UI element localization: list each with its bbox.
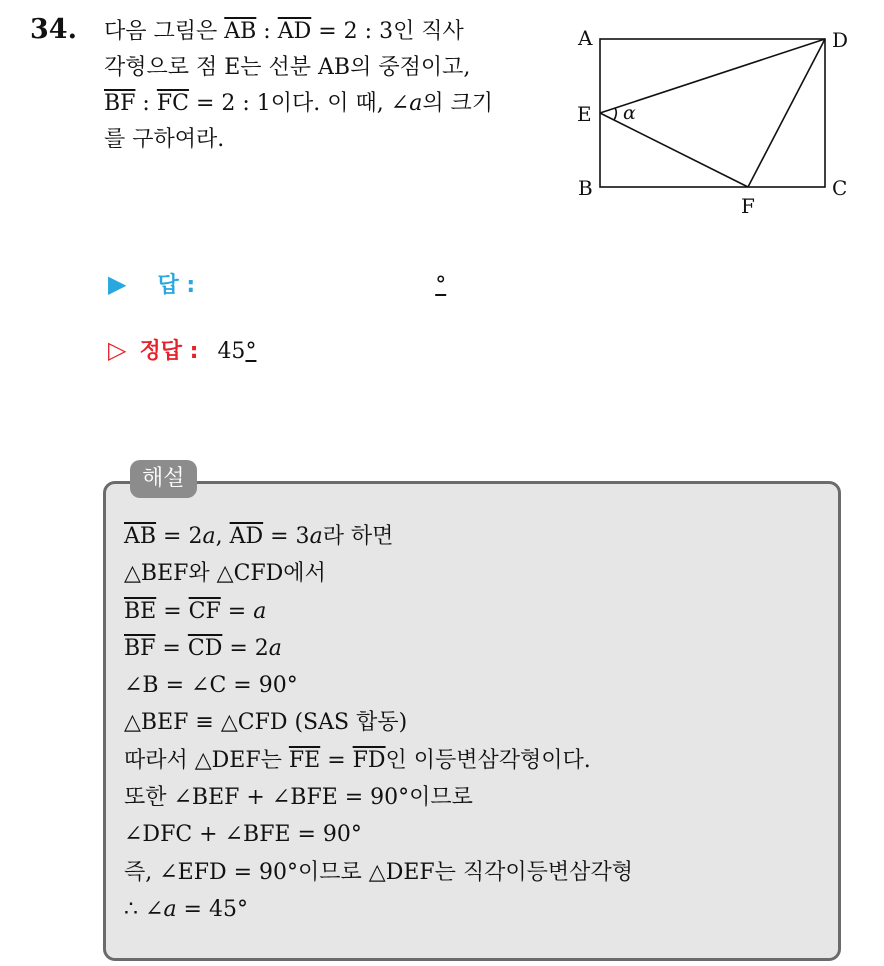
question-line-2: 각형으로 점 E는 선분 AB의 중점이고, (104, 55, 471, 80)
text: = 45° (176, 896, 248, 922)
answer-row (108, 268, 446, 299)
explanation-line-9: ∠DFC + ∠BFE = 90° (124, 822, 362, 848)
text: 따라서 △DEF는 (124, 747, 289, 773)
segment-ad: $\overline{AD}$ (277, 19, 312, 44)
explanation-line-5: ∠B = ∠C = 90° (124, 673, 298, 699)
segment-fc: $\overline{FC}$ (156, 91, 189, 116)
label-b: B (578, 176, 593, 200)
segment-ab: $\overline{AB}$ (124, 524, 157, 549)
label-c: C (832, 176, 848, 200)
solution-unit: ° (245, 339, 257, 364)
explanation-line-4 (124, 630, 633, 667)
text: , (215, 524, 230, 549)
outline-play-icon: ▷ (108, 336, 127, 364)
text: = 2 (156, 524, 203, 549)
explanation-line-1 (124, 518, 633, 555)
question-number: 34. (30, 14, 77, 45)
explanation-line-2: △BEF와 △CFD에서 (124, 561, 326, 587)
segment-ef (600, 113, 748, 187)
text: = 2 : 3인 직사 (311, 19, 464, 44)
text: ∴ ∠ (124, 896, 164, 922)
variable-a: a (409, 91, 423, 116)
segment-ad: $\overline{AD}$ (229, 524, 264, 549)
variable-a: a (253, 598, 267, 624)
text: 다음 그림은 (104, 19, 225, 44)
variable-a: a (163, 896, 177, 922)
segment-fe: $\overline{FE}$ (288, 747, 321, 773)
angle-label: α (623, 102, 636, 124)
segment-be: $\overline{BE}$ (124, 598, 157, 624)
label-f: F (741, 194, 755, 218)
text: = 2 (222, 635, 269, 661)
answer-unit: ° (435, 273, 447, 298)
text: = (320, 747, 353, 773)
question-line-4: 를 구하여라. (104, 127, 225, 152)
question-line-3 (104, 86, 554, 122)
explanation-text (124, 518, 633, 928)
label-a: A (578, 26, 593, 50)
text: = (156, 598, 189, 624)
segment-ab: $\overline{AB}$ (224, 19, 257, 44)
segment-bf: $\overline{BF}$ (124, 635, 156, 661)
play-icon: ▶ (108, 270, 127, 298)
segment-bf: $\overline{BF}$ (104, 91, 136, 116)
explanation-line-7 (124, 742, 633, 779)
text: : (256, 19, 278, 44)
solution-answer-row (108, 334, 256, 365)
text: 라 하면 (322, 524, 394, 549)
angle-arc (614, 108, 616, 120)
label-e: E (577, 102, 592, 126)
explanation-line-8: 또한 ∠BEF + ∠BFE = 90°이므로 (124, 785, 473, 811)
text: = (155, 635, 188, 661)
explanation-tag: 해설 (130, 460, 197, 498)
solution-value: 45 (217, 339, 246, 364)
text: = 3 (263, 524, 310, 549)
question-line-1 (104, 14, 554, 50)
text: = (220, 598, 254, 624)
text: : (135, 91, 157, 116)
explanation-line-6: △BEF ≡ △CFD (SAS 합동) (124, 710, 408, 736)
explanation-line-10: 즉, ∠EFD = 90°이므로 △DEF는 직각이등변삼각형 (124, 859, 633, 885)
question-text (104, 14, 554, 158)
rectangle-figure (570, 18, 860, 228)
variable-a: a (202, 524, 216, 549)
text: = 2 : 1이다. 이 때, ∠ (188, 91, 410, 116)
segment-fd: $\overline{FD}$ (352, 747, 386, 773)
text: 의 크기 (422, 91, 494, 116)
segment-cd: $\overline{CD}$ (187, 635, 223, 661)
explanation-line-3 (124, 593, 633, 630)
label-d: D (832, 28, 849, 52)
text: 인 이등변삼각형이다. (385, 747, 591, 773)
explanation-line-11 (124, 891, 633, 928)
variable-a: a (309, 524, 323, 549)
variable-a: a (268, 635, 282, 661)
answer-label: 답 : (157, 273, 196, 298)
segment-cf: $\overline{CF}$ (188, 598, 221, 624)
solution-label: 정답 : (139, 339, 199, 364)
